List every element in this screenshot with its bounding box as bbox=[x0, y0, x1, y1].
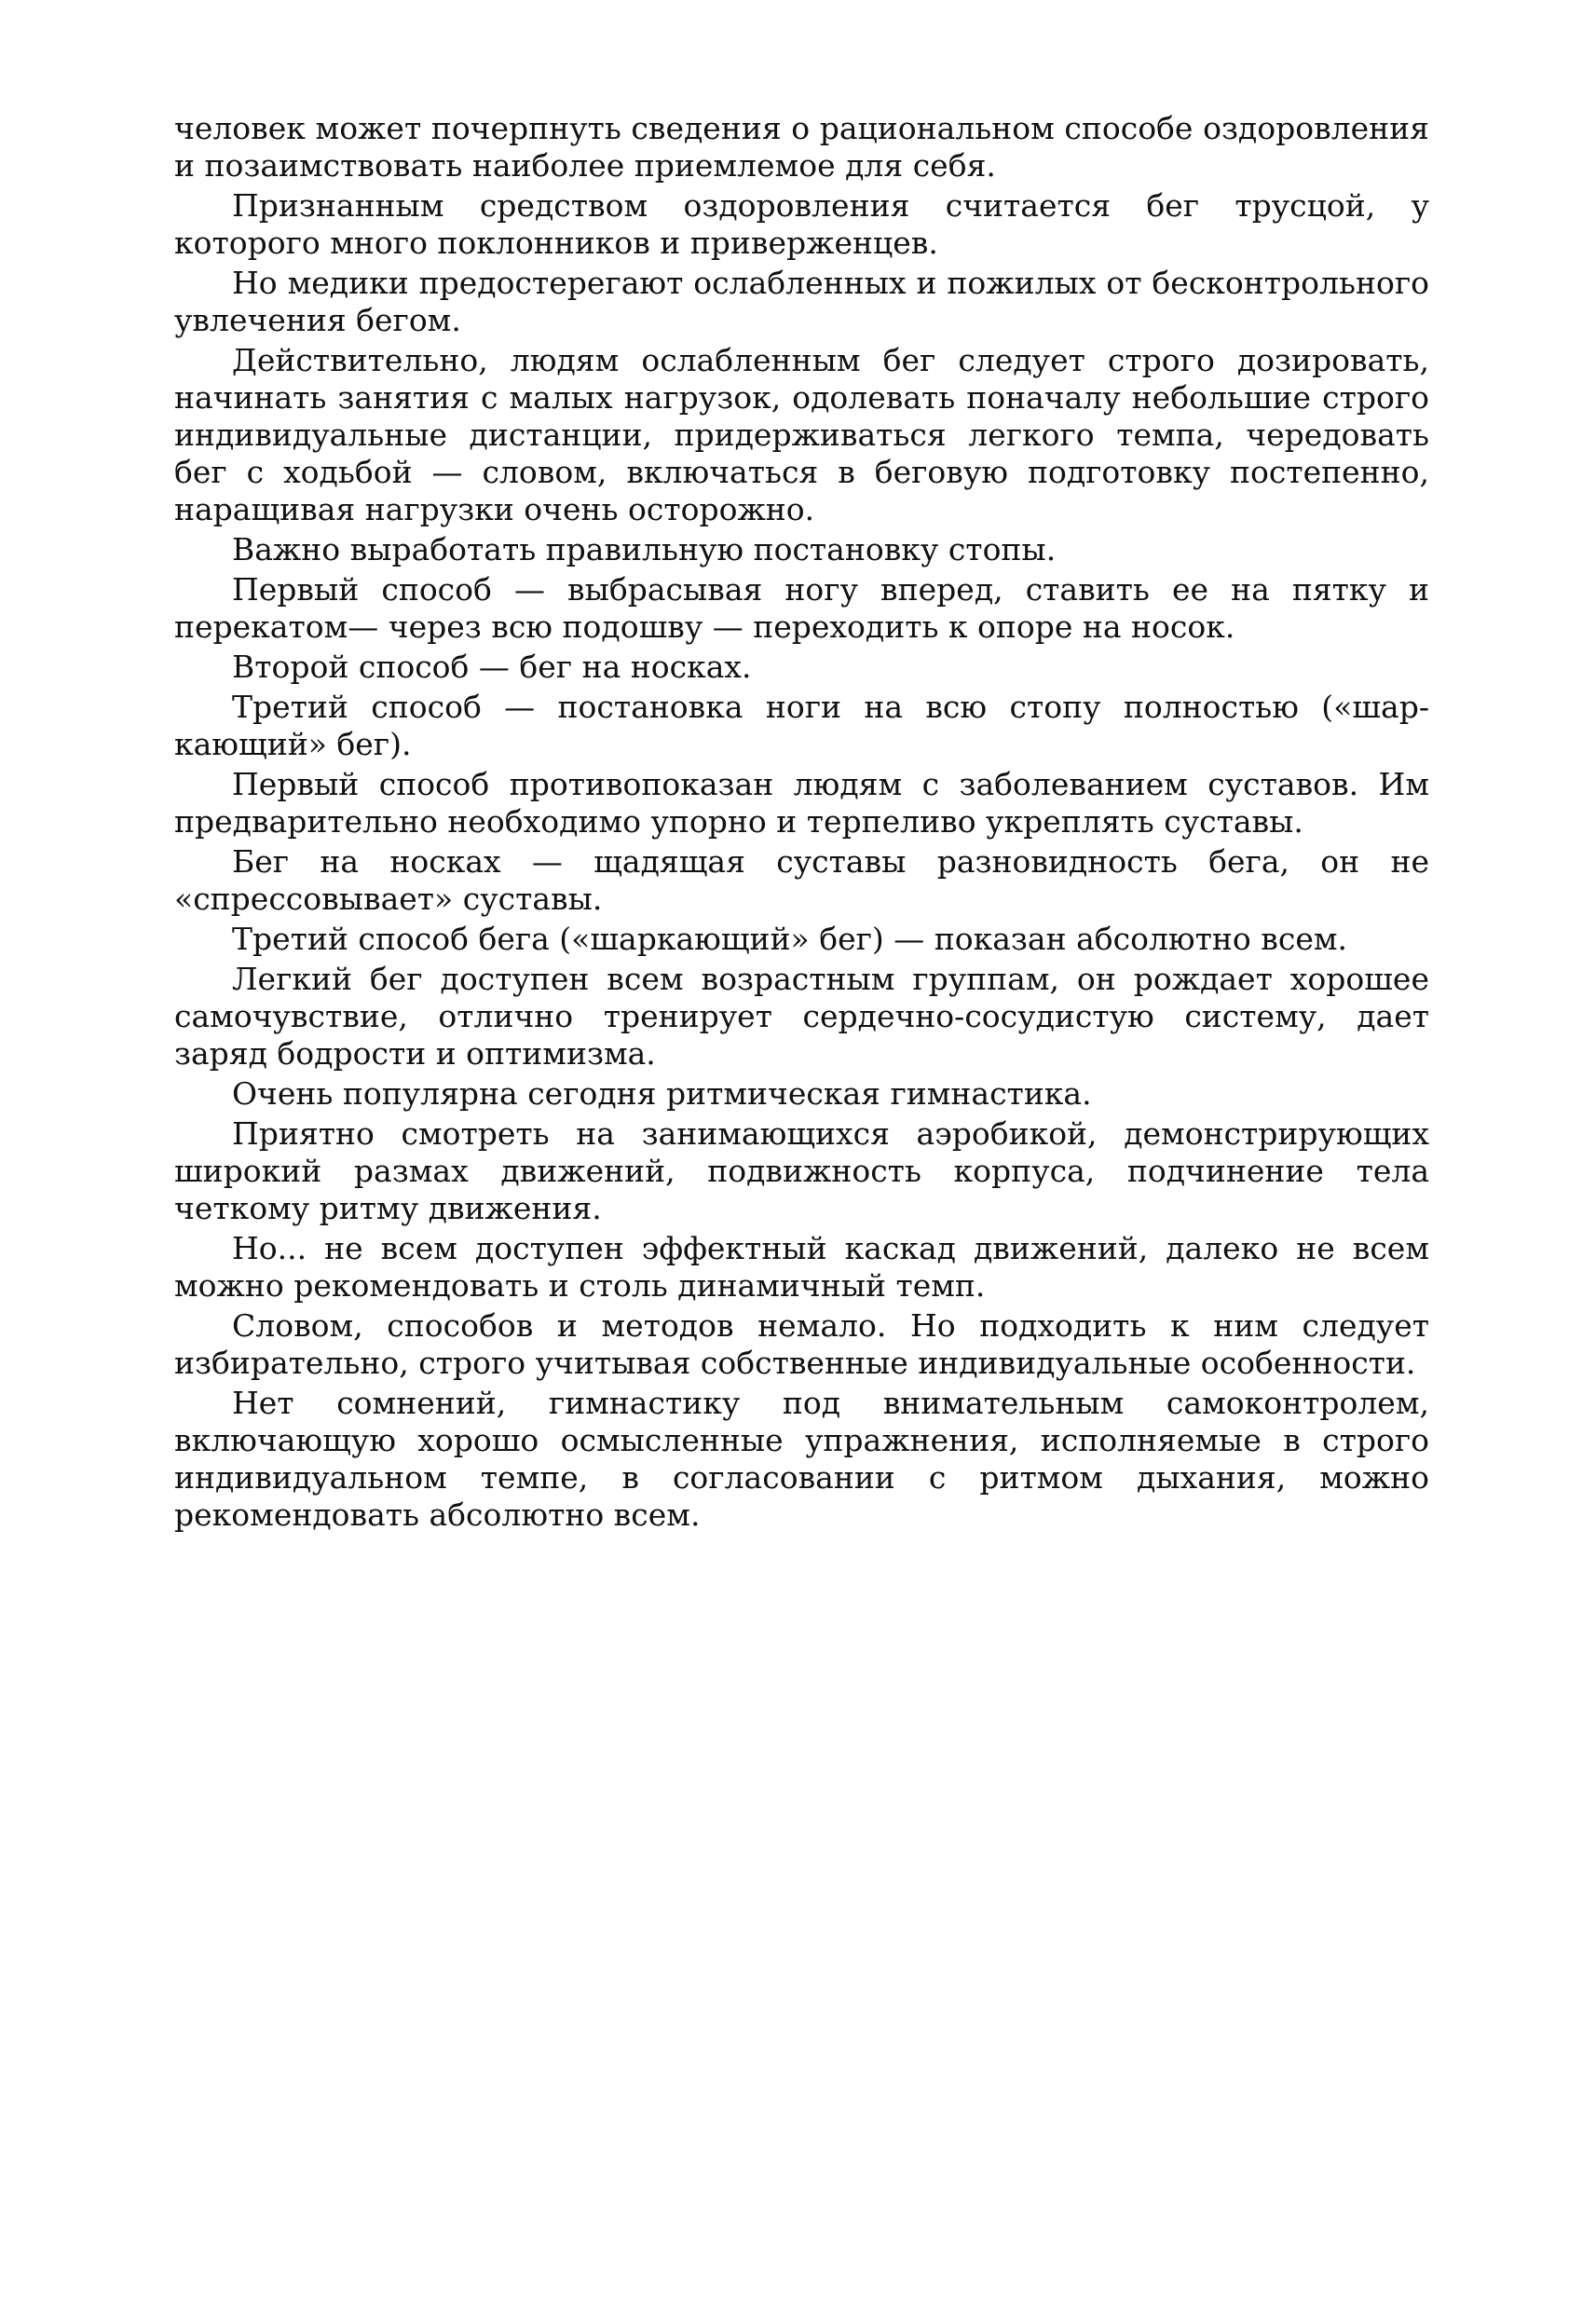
paragraph-11: Третий способ бега («шаркающий» бег) — показан абсолютно всем. bbox=[232, 921, 1348, 957]
paragraph-6: Первый способ — выбрасывая ногу вперед, ставить ее на пятку и перекатом— через всю подошву — переходить к опоре на носок. bbox=[174, 571, 1429, 645]
paragraph-2: Признанным средством оздоровления считается бег трусцой, у которого много поклонников и приверженцев. bbox=[174, 187, 1429, 261]
paragraph-4: Действительно, людям ослабленным бег следует строго дозировать, начинать занятия с малых нагрузок, одолевать поначалу небольшие строго индивидуальные дистанции, придерживаться легкого темпа, чередовать бег с ходьбой — словом, включаться в беговую подготовку постепенно, наращивая нагрузки очень осторожно. bbox=[174, 342, 1429, 527]
paragraph-13: Очень популярна сегодня ритмическая гимнастика. bbox=[232, 1075, 1092, 1112]
paragraph-8: Третий способ — постановка ноги на всю стопу полностью («шаркающий» бег). bbox=[174, 689, 1429, 762]
paragraph-15: Но... не всем доступен эффектный каскад движений, далеко не всем можно рекомендовать и столь динамичный темп. bbox=[174, 1230, 1429, 1304]
paragraph-17: Нет сомнений, гимнастику под внимательным самоконтролем, включающую хорошо осмысленные упражнения, исполняемые в строго индивидуальном темпе, в согласовании с ритмом дыхания, можно рекомендовать абсолютно всем. bbox=[174, 1385, 1429, 1533]
paragraph-5: Важно выработать правильную постановку стопы. bbox=[232, 531, 1057, 567]
paragraph-10: Бег на носках — щадящая суставы разновидность бега, он не «спрессовывает» суставы. bbox=[174, 843, 1429, 917]
document-page bbox=[174, 110, 1429, 1537]
paragraph-7: Второй способ — бег на носках. bbox=[232, 649, 752, 685]
paragraph-1: человек может почерпнуть сведения о рациональном способе оздоровления и позаимствовать наиболее приемлемое для себя. bbox=[174, 110, 1429, 184]
paragraph-9: Первый способ противопоказан людям с заболеванием суставов. Им предварительно необходимо упорно и терпеливо укреплять суставы. bbox=[174, 766, 1429, 840]
paragraph-3: Но медики предостерегают ослабленных и пожилых от бесконтрольного увлечения бегом. bbox=[174, 265, 1429, 338]
paragraph-14: Приятно смотреть на занимающихся аэробикой, демонстрирующих широкий размах движений, подвижность корпуса, подчинение тела четкому ритму движения. bbox=[174, 1115, 1429, 1226]
paragraph-12: Легкий бег доступен всем возрастным группам, он рождает хорошее самочувствие, отлично тренирует сердечно-сосудистую систему, дает заряд бодрости и оптимизма. bbox=[174, 961, 1429, 1072]
paragraph-16: Словом, способов и методов немало. Но подходить к ним следует избирательно, строго учитывая собственные индивидуальные особенности. bbox=[174, 1307, 1429, 1381]
